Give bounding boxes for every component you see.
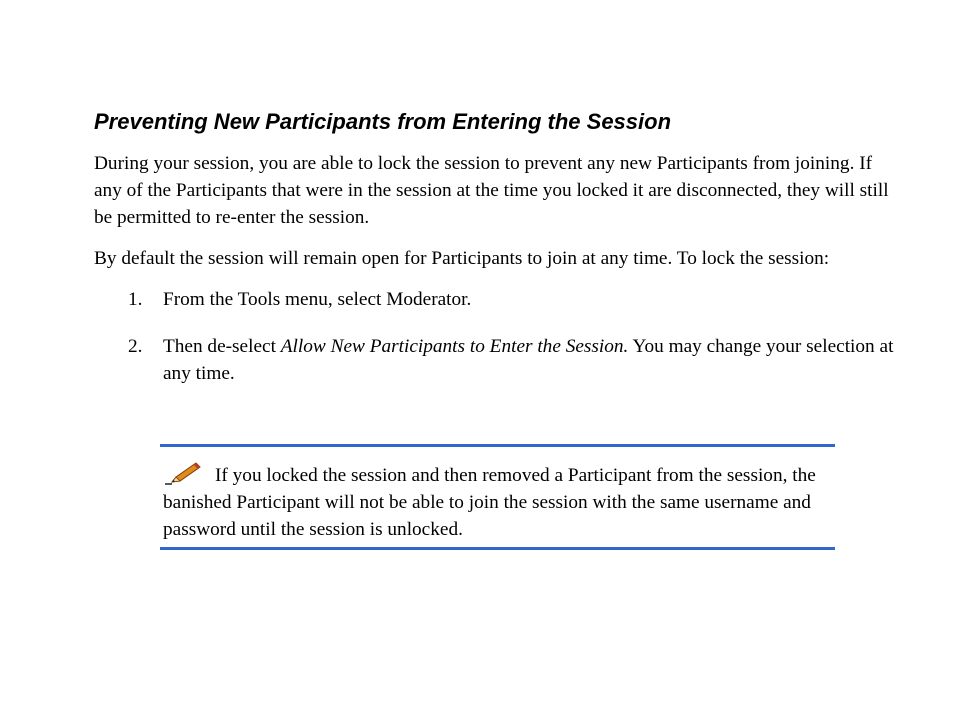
- note-text: If you locked the session and then removed a Participant from the session, the banished Participant will not be able to join the session with the same username and password until the session is unlocked.: [163, 465, 816, 540]
- step-text: From the Tools menu, select Moderator.: [163, 289, 472, 310]
- note-box: [160, 444, 835, 550]
- step-text-after: You may change your selection at any time.: [163, 336, 894, 384]
- step-text: [163, 336, 893, 384]
- steps-list: [94, 286, 894, 387]
- step-number: 2.: [128, 336, 143, 357]
- step-number: 1.: [128, 289, 143, 310]
- default-paragraph: By default the session will remain open for Participants to join at any time. To lock the session:: [94, 248, 830, 269]
- step-option-name: Allow New Participants to Enter the Session.: [280, 336, 629, 357]
- document-body: [94, 108, 894, 407]
- list-item: [94, 286, 894, 313]
- intro-paragraph: During your session, you are able to lock the session to prevent any new Participants from joining. If any of the Participants that were in the session at the time you locked it are disconnected, they will still be permitted to re-enter the session.: [94, 153, 889, 228]
- pencil-icon: [163, 461, 203, 487]
- page-title: Preventing New Participants from Entering the Session: [94, 109, 672, 134]
- list-item: [94, 333, 894, 387]
- step-text-before: Then de-select: [163, 336, 281, 357]
